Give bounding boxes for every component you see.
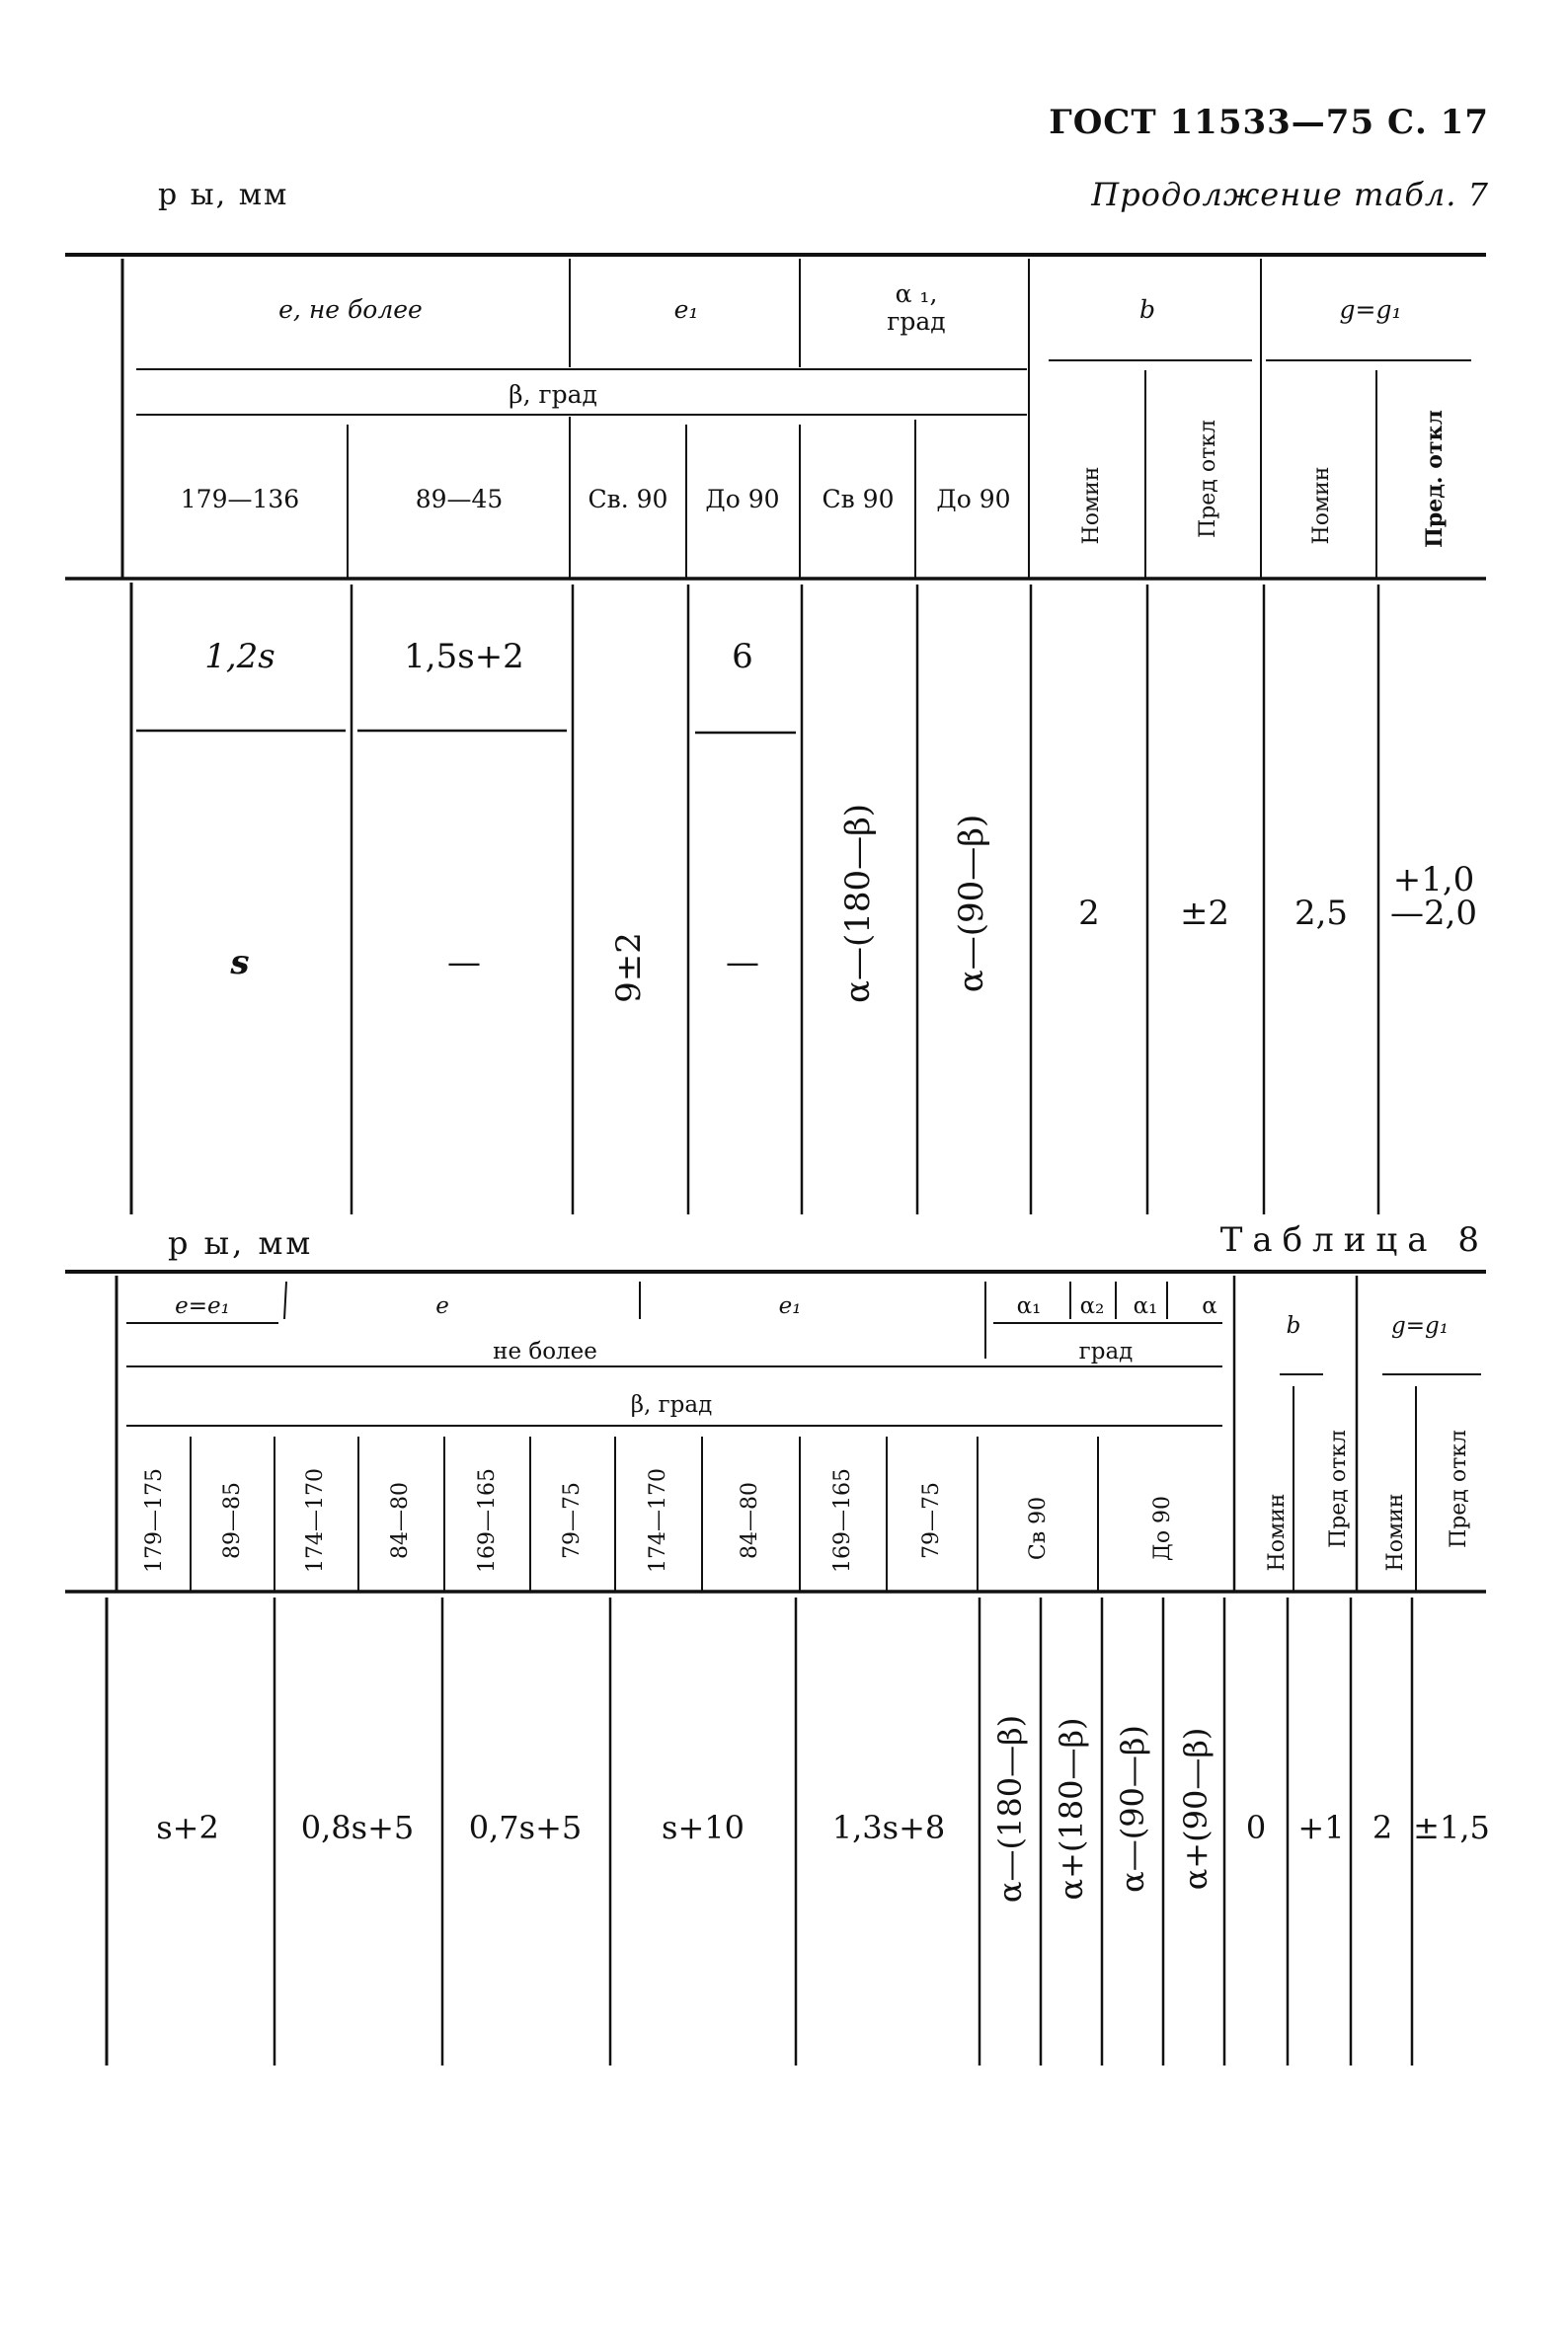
t8-val-1: s+2: [156, 1809, 219, 1846]
t8-val-3: 0,7s+5: [468, 1809, 583, 1846]
t7-col-89-45: 89—45: [415, 485, 504, 513]
t7-r2-c1: s: [230, 943, 250, 982]
t8-col-g-nom: Номин: [1383, 1493, 1408, 1572]
t8-val-12: 2: [1372, 1809, 1393, 1846]
t7-c9-value: 2,5: [1294, 894, 1349, 933]
t8-col-b-nom: Номин: [1265, 1493, 1290, 1572]
t8-col-179-175: 179—175: [142, 1468, 167, 1573]
t8-h-e1: e₁: [778, 1293, 802, 1319]
standard-number: ГОСТ 11533—75 С. 17: [1049, 103, 1489, 142]
table8-left-caption: р ы, мм: [168, 1224, 314, 1262]
t8-h-e-eq-e1: e=e₁: [175, 1293, 230, 1319]
t7-h-alpha1: α ₁,: [895, 279, 938, 308]
t8-h-alpha1b: α₁: [1133, 1293, 1158, 1319]
t7-r2-c4: —: [726, 943, 759, 982]
t8-h-alpha1: α₁: [1016, 1293, 1042, 1319]
t8-col-169-165b: 169—165: [830, 1468, 855, 1573]
t8-val-2: 0,8s+5: [300, 1809, 415, 1846]
t7-col-b-dev: Пред откл: [1196, 420, 1220, 538]
t7-col-a1-to90: До 90: [936, 485, 1011, 513]
t7-r1-c2: 1,5s+2: [404, 637, 524, 676]
t7-c10-value-bottom: —2,0: [1389, 894, 1478, 933]
t7-col-g-nom: Номин: [1309, 466, 1334, 545]
t8-col-b-dev: Пред откл: [1326, 1430, 1351, 1548]
t7-h-e1: e₁: [673, 295, 699, 324]
t7-c8-value: ±2: [1179, 894, 1230, 933]
t8-h-alpha2: α₂: [1079, 1293, 1105, 1319]
t7-c10-value-top: +1,0: [1392, 860, 1475, 899]
t7-c6-value: α—(90—β): [952, 814, 991, 993]
table7-continuation-caption: Продолжение табл. 7: [1091, 176, 1489, 213]
t8-col-89-85: 89—85: [220, 1482, 245, 1559]
t8-col-84-80b: 84—80: [738, 1482, 762, 1559]
t8-h-alpha: α: [1202, 1293, 1217, 1319]
t8-col-84-80: 84—80: [388, 1482, 413, 1559]
t7-col-a1-over90: Св 90: [822, 485, 895, 513]
t8-h-grad: град: [1078, 1339, 1134, 1364]
t8-val-11: +1: [1297, 1809, 1345, 1846]
t7-h-b: b: [1138, 295, 1156, 324]
t8-h-e: e: [435, 1293, 449, 1319]
t8-val-9: α+(90—β): [1177, 1727, 1215, 1891]
table7-left-caption: р ы, мм: [158, 178, 289, 212]
t8-col-to90: До 90: [1150, 1495, 1175, 1562]
t7-r2-c2: —: [447, 943, 481, 982]
t7-r1-c1: 1,2s: [204, 637, 275, 676]
t7-h-beta: β, град: [509, 380, 597, 409]
t7-col-b-nom: Номин: [1079, 466, 1104, 545]
t8-col-79-75: 79—75: [560, 1482, 585, 1559]
t8-col-169-165: 169—165: [475, 1468, 500, 1573]
t8-val-10: 0: [1245, 1809, 1267, 1846]
t7-c3-value: 9±2: [609, 932, 649, 1003]
t8-col-79-75b: 79—75: [919, 1482, 944, 1559]
t7-h-alpha1-unit: град: [887, 307, 946, 336]
t7-col-e1-over90: Св. 90: [588, 485, 668, 513]
t7-h-g: g=g₁: [1339, 295, 1402, 324]
t8-h-g: g=g₁: [1391, 1313, 1449, 1339]
t7-col-g-dev: Пред. откл: [1422, 410, 1448, 548]
t8-col-174-170: 174—170: [303, 1468, 328, 1573]
t8-h-not-more: не более: [493, 1339, 597, 1364]
t8-col-174-170b: 174—170: [646, 1468, 670, 1573]
t8-val-6: α—(180—β): [991, 1714, 1029, 1904]
t8-val-8: α—(90—β): [1114, 1725, 1151, 1893]
t7-col-e1-to90: До 90: [705, 485, 780, 513]
t8-val-13: ±1,5: [1413, 1809, 1490, 1846]
t8-val-5: 1,3s+8: [831, 1809, 946, 1846]
t7-r1-c4: 6: [732, 637, 753, 676]
t8-col-g-dev: Пред откл: [1447, 1430, 1471, 1548]
t8-val-7: α+(180—β): [1053, 1717, 1090, 1901]
table8-title: Таблица 8: [1219, 1220, 1489, 1260]
t7-col-179-136: 179—136: [180, 485, 300, 513]
t8-val-4: s+10: [662, 1809, 745, 1846]
t8-h-b: b: [1286, 1313, 1301, 1339]
t7-c5-value: α—(180—β): [838, 803, 878, 1004]
t8-h-beta: β, град: [630, 1392, 713, 1418]
t7-c7-value: 2: [1078, 894, 1100, 933]
t8-col-over90: Св 90: [1026, 1496, 1051, 1561]
t7-h-e: e, не более: [278, 295, 423, 324]
